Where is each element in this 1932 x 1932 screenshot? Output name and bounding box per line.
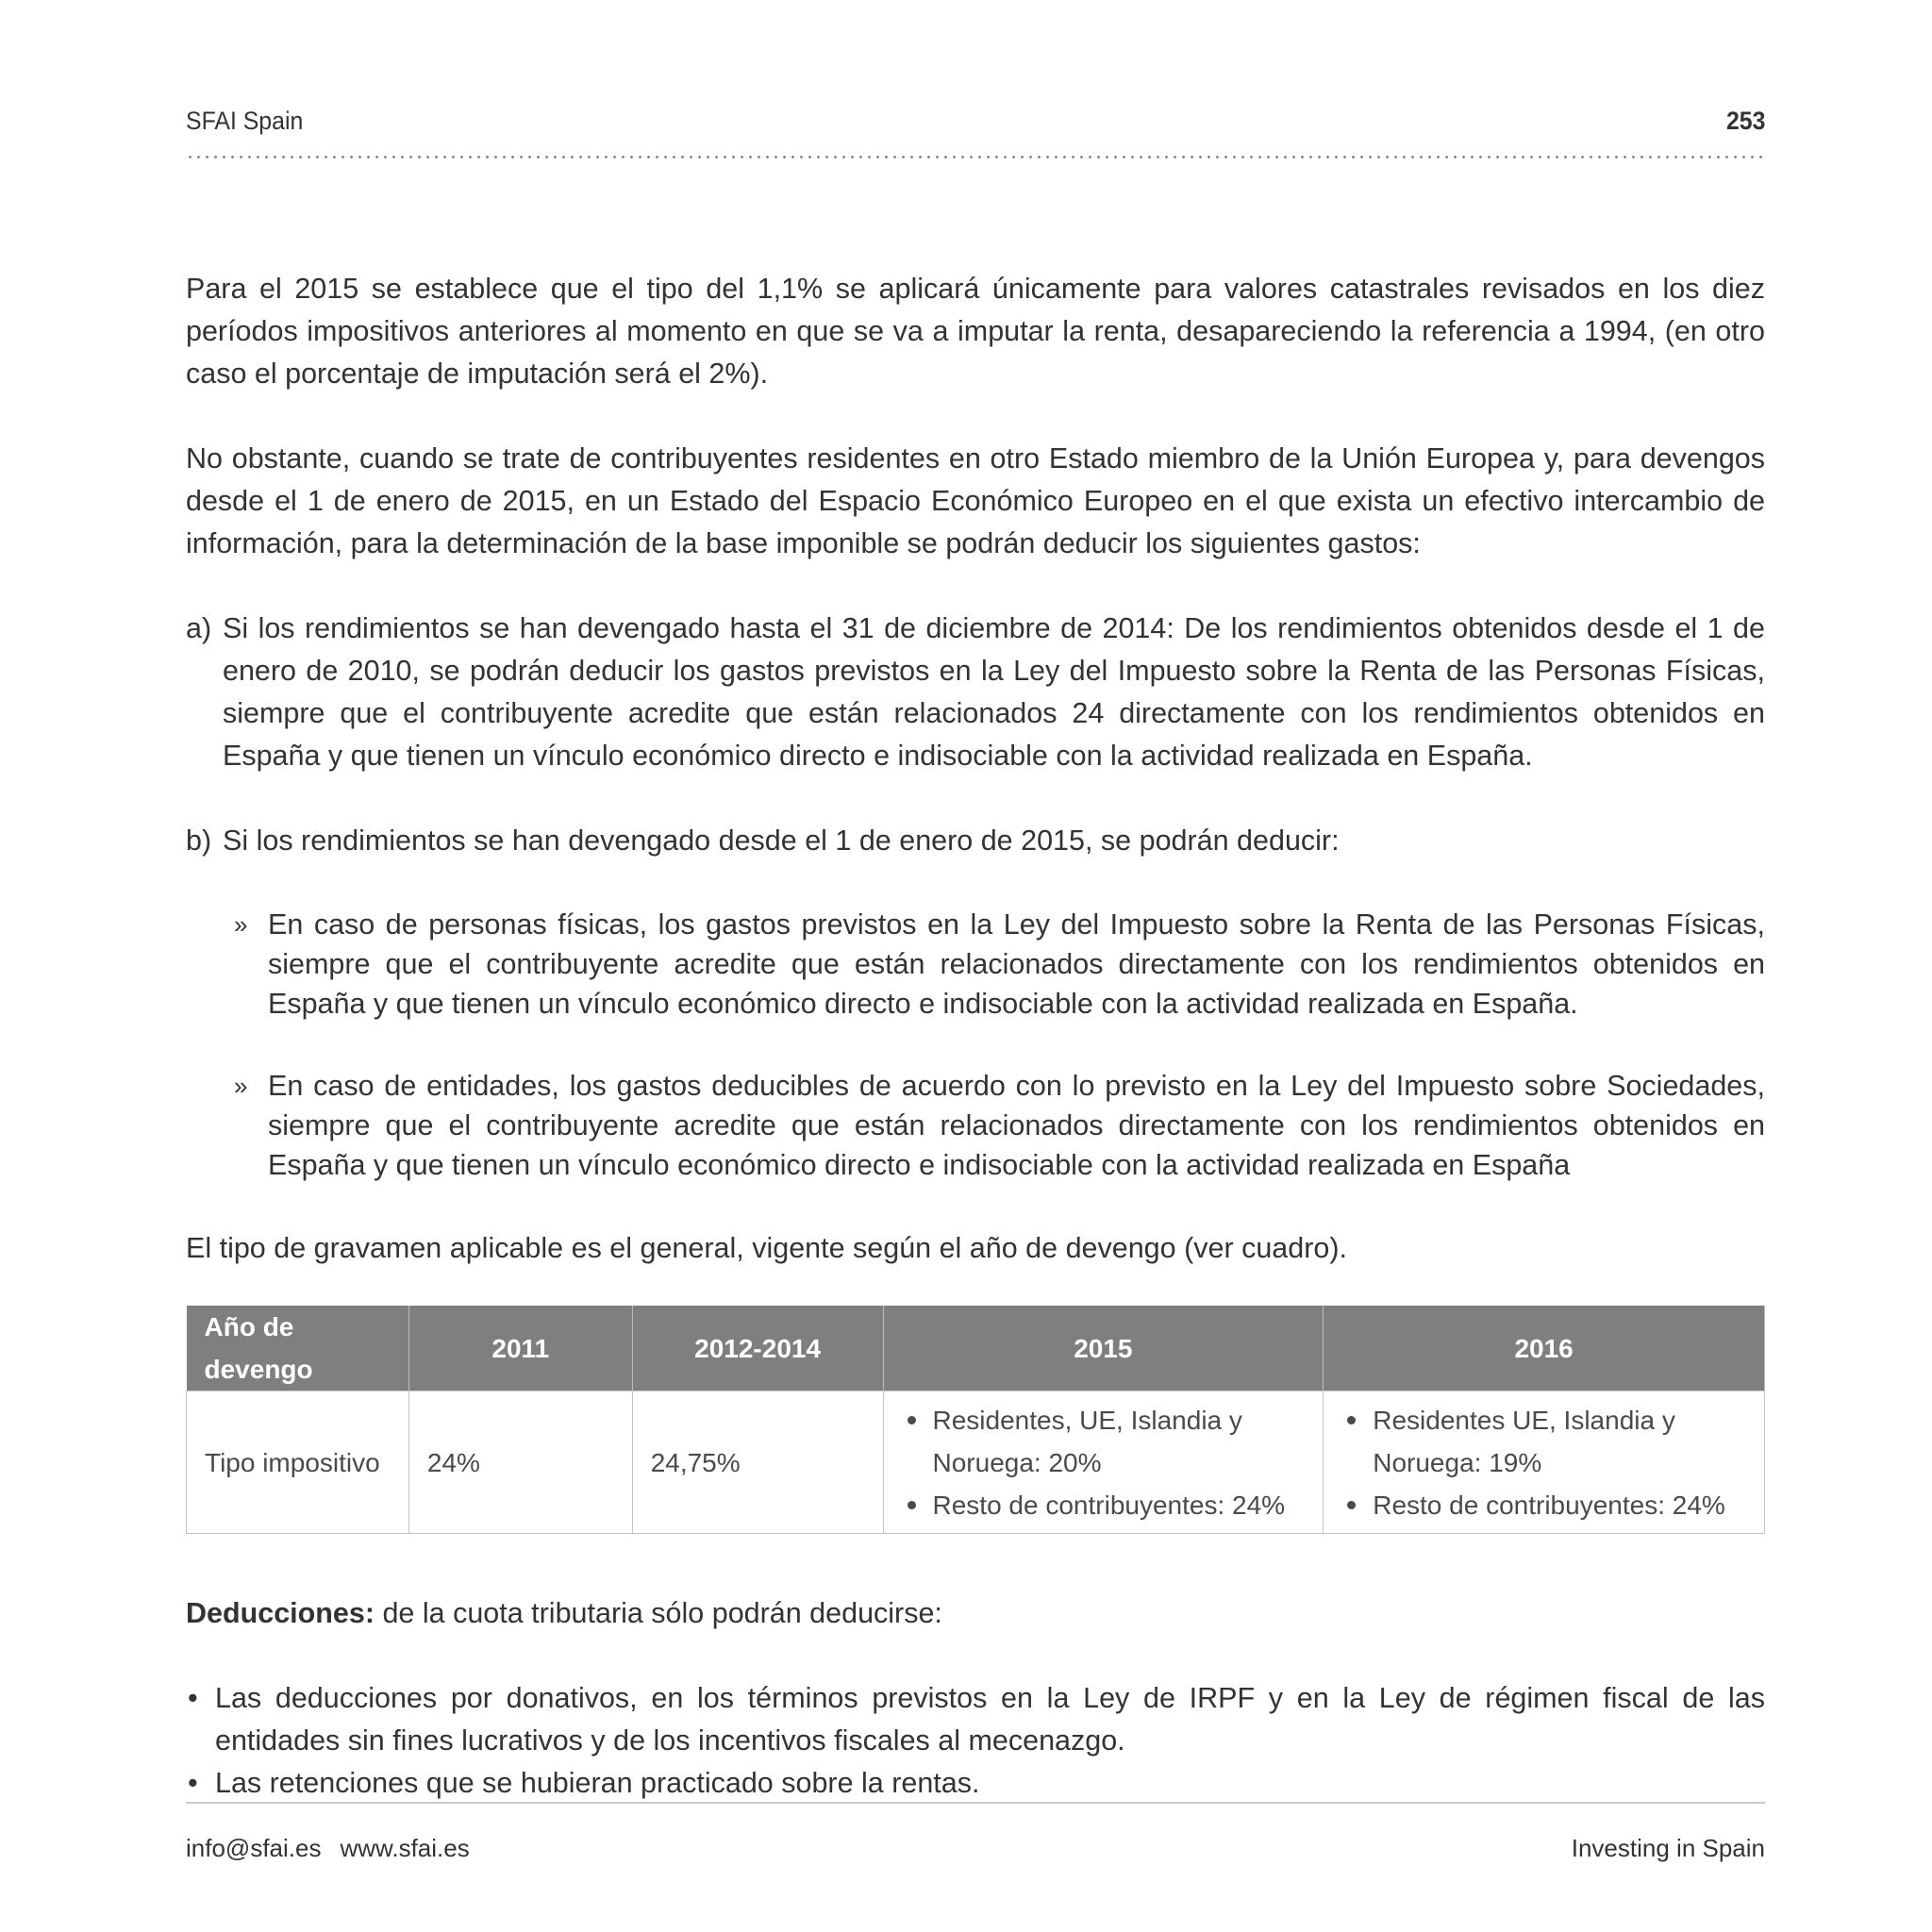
bullet-icon: • <box>188 1767 198 1799</box>
table-row <box>187 1391 1765 1534</box>
list-item: Residentes, UE, Islandia y Noruega: 20% <box>902 1399 1324 1484</box>
paragraph-no-obstante: No obstante, cuando se trate de contribuyentes residentes en otro Estado miembro de la Unión Europea y, para devengos desde el 1 de enero de 2015, en un Estado del Espacio Económico Europeo en el que exista un efectivo intercambio de información, para la determinación de la base imponible se podrán deducir los siguientes gastos: <box>186 442 1765 559</box>
rate-list-2015 <box>902 1399 1324 1526</box>
footer-email[interactable]: info@sfai.es <box>186 1834 322 1862</box>
list-marker-a: a) <box>186 612 212 644</box>
footer-tagline: Investing in Spain <box>1571 1834 1765 1862</box>
table-cell: 24% <box>408 1391 632 1534</box>
row-label-cell: Tipo impositivo <box>187 1391 409 1534</box>
chevron-bullet-icon: » <box>234 910 248 939</box>
table-header-cell: 2016 <box>1324 1306 1765 1391</box>
list-item-a <box>186 608 1765 777</box>
rate-list-2016 <box>1341 1399 1764 1526</box>
list-marker-b: b) <box>186 824 212 857</box>
list-item-text: Las retenciones que se hubieran practicado sobre la rentas. <box>215 1767 980 1799</box>
list-item <box>186 1677 1765 1762</box>
list-item <box>186 1762 1765 1805</box>
paragraph-imputacion: Para el 2015 se establece que el tipo del 1,1% se aplicará únicamente para valores catastrales revisados en los diez períodos impositivos anteriores al momento en que se va a imputar la renta, desapareciendo la referencia a 1994, (en otro caso el porcentaje de imputación será el 2%). <box>186 273 1765 390</box>
main-content <box>186 268 1765 1805</box>
footer-divider <box>186 1802 1765 1804</box>
list-item: Resto de contribuyentes: 24% <box>902 1484 1324 1526</box>
page-number: 253 <box>1725 107 1766 135</box>
list-text-a: Si los rendimientos se han devengado hasta el 31 de diciembre de 2014: De los rendimientos obtenidos desde el 1 de enero de 2010, se podrán deducir los gastos previstos en la Ley del Impuesto sobre la Renta de las Personas Físicas, siempre que el contribuyente acredite que están relacionados 24 directamente con los rendimientos obtenidos en España y que tienen un vínculo económico directo e indisociable con la actividad realizada en España. <box>223 612 1765 772</box>
table-header-cell: Año de devengo <box>187 1306 409 1391</box>
deducciones-heading <box>186 1592 1765 1635</box>
table-header-row <box>187 1306 1765 1391</box>
header-brand: SFAI Spain <box>186 107 304 135</box>
deducciones-title: Deducciones: <box>186 1597 375 1629</box>
paragraph-tipo-gravamen: El tipo de gravamen aplicable es el general, vigente según el año de devengo (ver cuadro). <box>186 1232 1347 1264</box>
sub-item-personas-fisicas <box>186 905 1765 1024</box>
footer-website[interactable]: www.sfai.es <box>340 1834 470 1862</box>
table-header-cell: 2011 <box>408 1306 632 1391</box>
table-cell: 24,75% <box>632 1391 883 1534</box>
sub-item-text: En caso de entidades, los gastos deducibles de acuerdo con lo previsto en la Ley del Impuesto sobre Sociedades, siempre que el contribuyente acredite que están relacionados directamente con los rendimientos obtenidos en España y que tienen un vínculo económico directo e indisociable con la actividad realizada en España <box>268 1070 1765 1181</box>
page-header <box>186 107 1766 144</box>
list-item-text: Las deducciones por donativos, en los términos previstos en la Ley de IRPF y en la Ley de régimen fiscal de las entidades sin fines lucrativos y de los incentivos fiscales al mecenazgo. <box>215 1682 1765 1757</box>
table-cell <box>883 1391 1324 1534</box>
header-dotted-divider <box>186 156 1765 158</box>
tax-rate-table <box>186 1306 1765 1534</box>
page-footer <box>186 1834 1765 1868</box>
table-header-cell: 2015 <box>883 1306 1324 1391</box>
table-cell <box>1324 1391 1765 1534</box>
sub-item-text: En caso de personas físicas, los gastos previstos en la Ley del Impuesto sobre la Renta de las Personas Físicas, siempre que el contribuyente acredite que están relacionados directamente con los rendimientos obtenidos en España y que tienen un vínculo económico directo e indisociable con la actividad realizada en España. <box>268 908 1765 1020</box>
list-item-b <box>186 820 1765 862</box>
chevron-bullet-icon: » <box>234 1072 248 1100</box>
table-header-cell: 2012-2014 <box>632 1306 883 1391</box>
deducciones-intro: de la cuota tributaria sólo podrán deducirse: <box>375 1597 942 1629</box>
bullet-icon: • <box>188 1682 198 1714</box>
list-item: Resto de contribuyentes: 24% <box>1341 1484 1764 1526</box>
list-item: Residentes UE, Islandia y Noruega: 19% <box>1341 1399 1764 1484</box>
list-text-b: Si los rendimientos se han devengado desde el 1 de enero de 2015, se podrán deducir: <box>223 824 1340 857</box>
sub-item-entidades <box>186 1066 1765 1185</box>
